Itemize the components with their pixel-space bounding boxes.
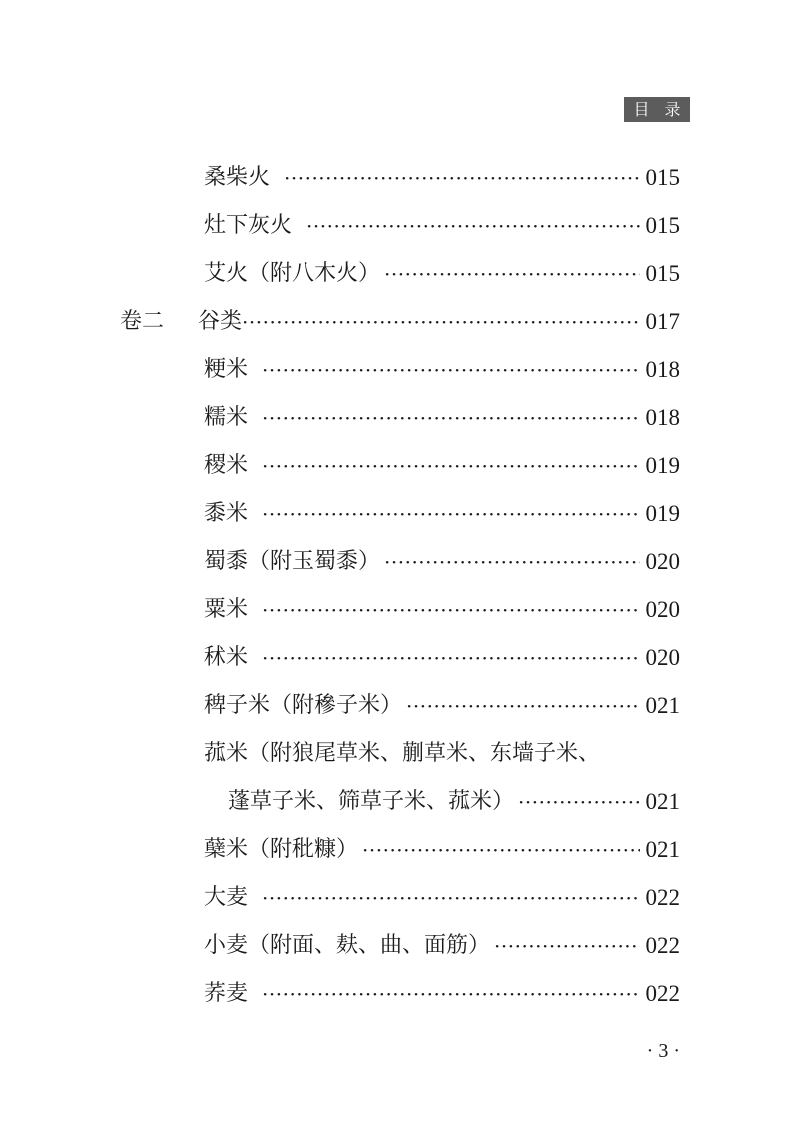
toc-entry-page: 022 — [645, 885, 680, 910]
toc-entry-page: 020 — [645, 597, 680, 622]
toc-entry-page: 019 — [645, 501, 680, 526]
toc-entry[interactable] — [204, 590, 680, 624]
toc-entry-label: 糯米 — [204, 405, 249, 430]
toc-entry-label: 粟米 — [204, 597, 249, 622]
toc-chapter-number: 卷二 — [120, 309, 165, 334]
toc-entry-page: 020 — [645, 549, 680, 574]
toc-entry-continuation[interactable] — [228, 782, 680, 816]
leader-dots — [284, 164, 639, 192]
toc-entry[interactable] — [204, 158, 680, 192]
toc-entry-label: 稗子米（附穇子米） — [204, 693, 403, 718]
leader-dots — [262, 980, 639, 1008]
toc-entry-page: 018 — [645, 405, 680, 430]
leader-dots — [262, 500, 639, 528]
leader-dots — [518, 788, 639, 816]
toc-entry-first-line[interactable] — [204, 734, 680, 768]
leader-dots — [242, 308, 639, 336]
leader-dots — [384, 260, 639, 288]
toc-entry-page: 022 — [645, 981, 680, 1006]
toc-entry-label: 灶下灰火 — [204, 213, 293, 238]
toc-entry[interactable] — [204, 446, 680, 480]
toc-entry-label: 稷米 — [204, 453, 249, 478]
toc-entry[interactable] — [204, 926, 680, 960]
toc-entry-page: 015 — [645, 261, 680, 286]
toc-entry[interactable] — [204, 254, 680, 288]
toc-entry-page: 017 — [645, 309, 680, 334]
toc-entry-label: 蓬草子米、筛草子米、菰米） — [228, 789, 515, 814]
leader-dots — [362, 836, 639, 864]
leader-dots — [262, 404, 639, 432]
toc-entry-label: 菰米（附狼尾草米、蒯草米、东墙子米、 — [204, 741, 601, 766]
toc-entry-page: 015 — [645, 165, 680, 190]
toc-entry-page: 018 — [645, 357, 680, 382]
toc-entry[interactable] — [204, 878, 680, 912]
toc-entry-page: 021 — [645, 693, 680, 718]
toc-entry-label: 荞麦 — [204, 981, 249, 1006]
leader-dots — [262, 356, 639, 384]
toc-entry-page: 021 — [645, 837, 680, 862]
toc-entry[interactable] — [204, 638, 680, 672]
leader-dots — [262, 884, 639, 912]
toc-entry-page: 019 — [645, 453, 680, 478]
leader-dots — [262, 644, 639, 672]
toc-entry[interactable] — [204, 542, 680, 576]
toc-entry-page: 020 — [645, 645, 680, 670]
toc-entry-label: 蜀黍（附玉蜀黍） — [204, 549, 381, 574]
toc-entry-page: 015 — [645, 213, 680, 238]
toc-entry-label: 黍米 — [204, 501, 249, 526]
leader-dots — [262, 596, 639, 624]
leader-dots — [262, 452, 639, 480]
toc-entry-label: 秫米 — [204, 645, 249, 670]
toc-entry[interactable] — [204, 398, 680, 432]
toc-entry-page: 021 — [645, 789, 680, 814]
toc-entry-label: 粳米 — [204, 357, 249, 382]
toc-entry-label: 艾火（附八木火） — [204, 261, 381, 286]
toc-entry[interactable] — [204, 494, 680, 528]
section-header-badge: 目 录 — [624, 97, 690, 122]
leader-dots — [406, 692, 639, 720]
toc-entry-label: 大麦 — [204, 885, 249, 910]
leader-dots — [384, 548, 639, 576]
toc-entry-label: 蘖米（附秕糠） — [204, 837, 359, 862]
toc-entry[interactable] — [204, 686, 680, 720]
toc-entry[interactable] — [204, 974, 680, 1008]
page-number: · 3 · — [646, 1040, 680, 1062]
toc-entry[interactable] — [204, 830, 680, 864]
toc-entry[interactable] — [204, 206, 680, 240]
toc-chapter-title: 谷类 — [198, 309, 243, 334]
toc-entry-page: 022 — [645, 933, 680, 958]
toc-entry-label: 桑柴火 — [204, 165, 271, 190]
toc-chapter-entry[interactable] — [120, 302, 680, 336]
leader-dots — [306, 212, 639, 240]
toc-entry[interactable] — [204, 350, 680, 384]
toc-entry-label: 小麦（附面、麸、曲、面筋） — [204, 933, 491, 958]
leader-dots — [494, 932, 639, 960]
